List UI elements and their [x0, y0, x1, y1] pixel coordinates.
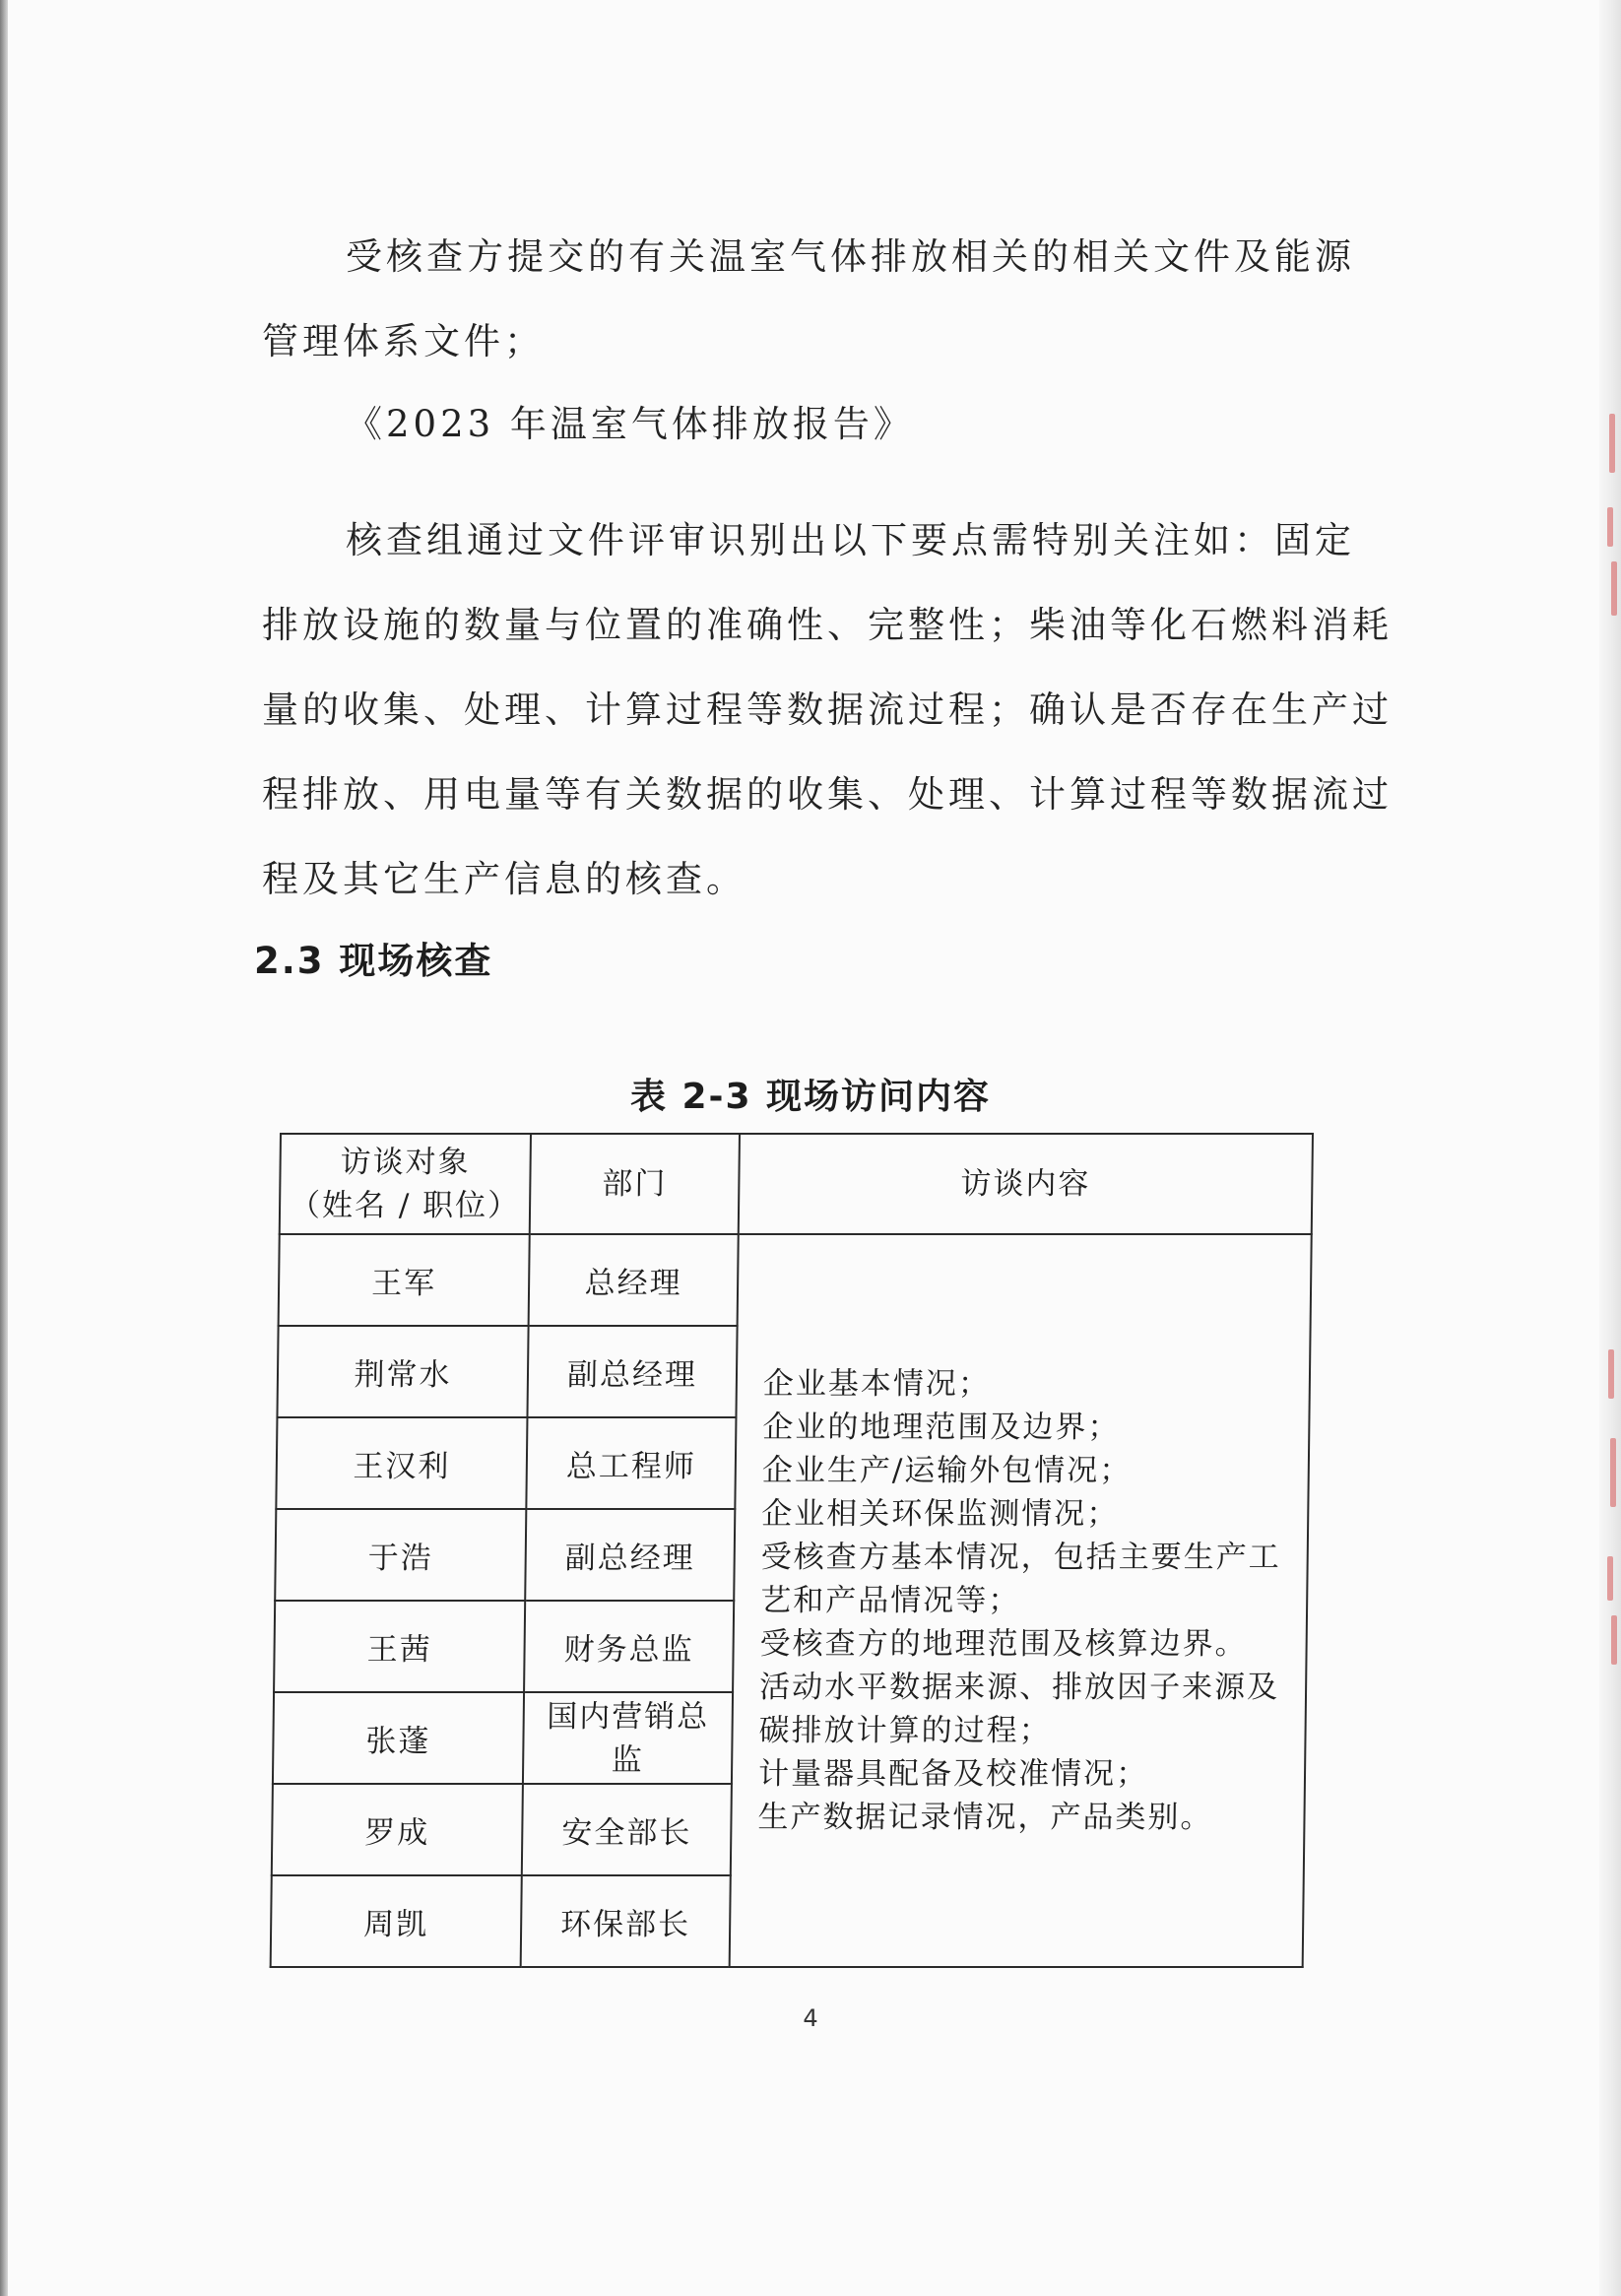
content-line: 受核查方的地理范围及核算边界。 [759, 1626, 1248, 1662]
content-line: 企业基本情况； [762, 1366, 992, 1402]
header-interview-content: 访谈内容 [739, 1134, 1313, 1234]
department: 副总经理 [525, 1509, 735, 1601]
section-heading: 2.3 现场核查 [254, 940, 493, 982]
content-line: 企业相关环保监测情况； [761, 1496, 1120, 1532]
table-caption: 表 2-3 现场访问内容 [629, 1077, 992, 1117]
department: 安全部长 [522, 1784, 732, 1875]
scan-right-edge [1599, 0, 1621, 2296]
department-line2: 监 [611, 1741, 644, 1778]
interview-table [270, 1133, 1314, 1968]
paragraph-report-reference: 《2023 年温室气体排放报告》 [346, 403, 914, 445]
header-interviewee-line2: （姓名 / 职位） [289, 1188, 521, 1223]
department [523, 1692, 733, 1784]
content-line: 艺和产品情况等； [759, 1583, 1021, 1618]
interview-content [730, 1234, 1312, 1967]
content-line: 企业生产/运输外包情况； [761, 1453, 1133, 1488]
interviewee-name: 王汉利 [276, 1417, 527, 1509]
header-interviewee [280, 1134, 531, 1234]
department: 财务总监 [524, 1601, 734, 1692]
department: 环保部长 [521, 1875, 731, 1967]
header-interviewee-line1: 访谈对象 [340, 1145, 471, 1180]
content-line: 生产数据记录情况，产品类别。 [757, 1800, 1213, 1835]
interviewee-name: 王军 [279, 1234, 530, 1326]
interviewee-name: 荆常水 [277, 1326, 528, 1417]
content-line: 计量器具配备及校准情况； [757, 1756, 1149, 1792]
paragraph-review-focus: 核查组通过文件评审识别出以下要点需特别关注如：固定排放设施的数量与位置的准确性、完整性；柴油等化石燃料消耗量的收集、处理、计算过程等数据流过程；确认是否存在生产过程排放、用电量等有关数据的收集、处理、计算过程等数据流过程及其它生产信息的核查。 [262, 519, 1393, 900]
department: 总经理 [529, 1234, 739, 1326]
department-line1: 国内营销总 [547, 1698, 710, 1735]
interviewee-name: 张蓬 [273, 1692, 524, 1784]
content-line: 碳排放计算的过程； [758, 1713, 1052, 1748]
interviewee-name: 周凯 [271, 1875, 522, 1967]
content-line: 企业的地理范围及边界； [762, 1410, 1121, 1445]
interviewee-name: 王茜 [274, 1601, 525, 1692]
header-department: 部门 [530, 1134, 740, 1234]
interviewee-name: 罗成 [272, 1784, 523, 1875]
content-line: 活动水平数据来源、排放因子来源及 [758, 1670, 1280, 1705]
department: 总工程师 [526, 1417, 736, 1509]
content-line: 受核查方基本情况，包括主要生产工 [760, 1540, 1281, 1575]
interviewee-name: 于浩 [275, 1509, 526, 1601]
department: 副总经理 [527, 1326, 737, 1417]
table-header-row [280, 1134, 1313, 1234]
page-number: 4 [803, 2004, 818, 2032]
table-row [279, 1234, 1312, 1326]
scan-left-edge [0, 0, 8, 2296]
paragraph-document-list: 受核查方提交的有关温室气体排放相关的相关文件及能源管理体系文件； [262, 235, 1355, 362]
red-seal-marks [1605, 414, 1619, 1674]
